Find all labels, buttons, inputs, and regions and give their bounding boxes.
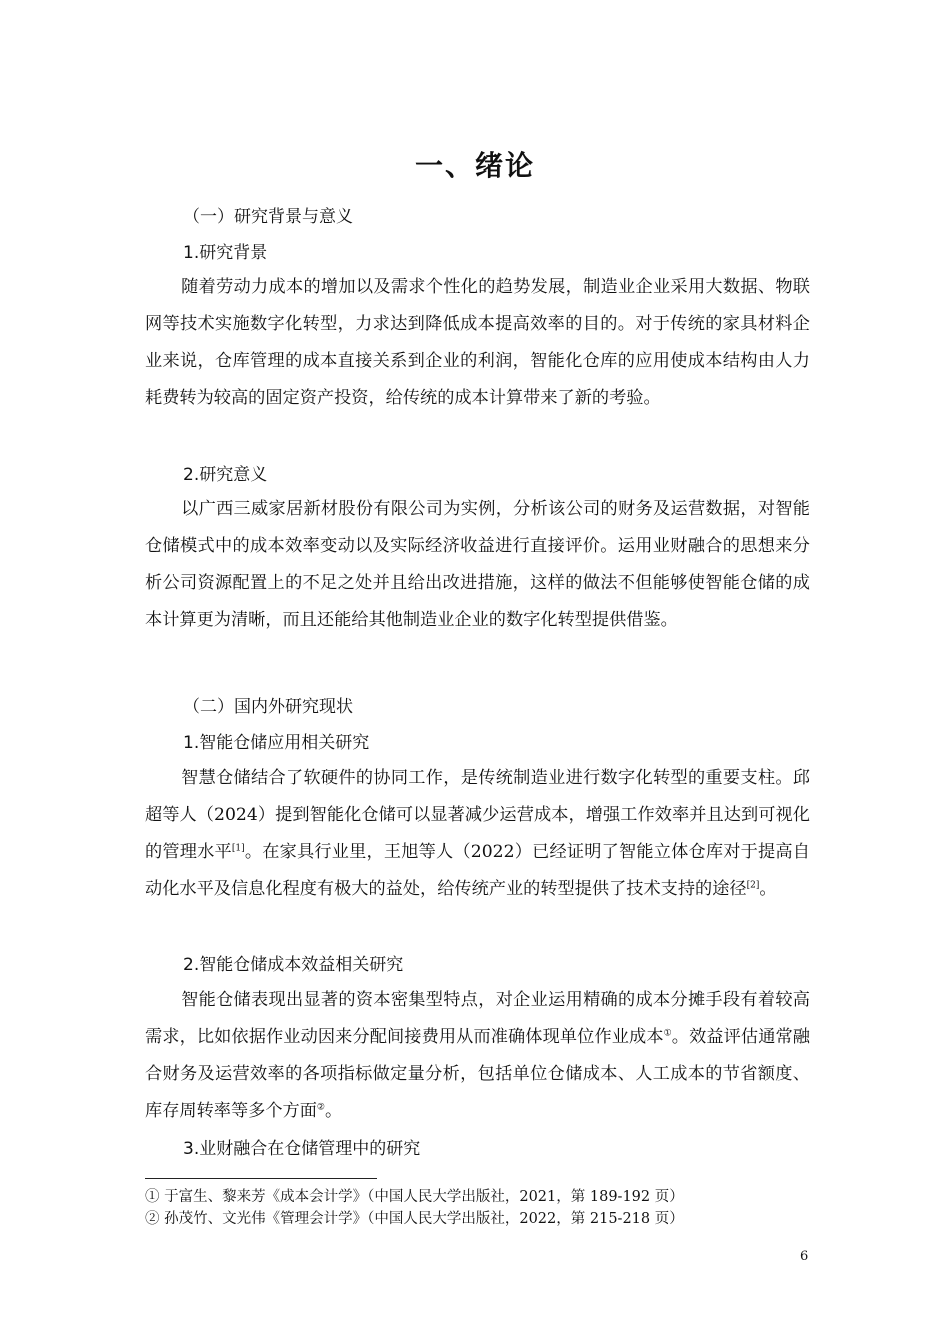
footnote-2: ② 孙茂竹、文光伟《管理会计学》（中国人民大学出版社，2022，第 215-218 页） — [145, 1211, 684, 1227]
footnote-marker-1: ① — [663, 1028, 672, 1039]
footnote-marker-2: ② — [316, 1102, 325, 1113]
subsection-heading-research-background: 1.研究背景 — [183, 243, 268, 263]
subsection-heading-research-significance: 2.研究意义 — [183, 465, 268, 485]
chapter-title: 一、绪论 — [414, 149, 535, 182]
paragraph-research-background: 随着劳动力成本的增加以及需求个性化的趋势发展，制造业企业采用大数据、物联网等技术实施数字化转型，力求达到降低成本提高效率的目的。对于传统的家具材料企业来说，仓库管理的成本直接关系到企业的利润，智能化仓库的应用使成本结构由人力耗费转为较高的固定资产投资，给传统的成本计算带来了新的考验。 — [145, 277, 810, 408]
citation-ref-2: [2] — [746, 880, 760, 891]
subsection-heading-business-finance-integration: 3.业财融合在仓储管理中的研究 — [183, 1139, 421, 1159]
section-heading-background: （一）研究背景与意义 — [183, 207, 353, 227]
footnote-divider — [145, 1178, 377, 1179]
paragraph-text: 。在家具行业里，王旭等人（2022）已经证明了智能立体仓库对于提高自动化水平及信息化程度有极大的益处，给传统产业的转型提供了技术支持的途径 — [145, 842, 810, 899]
page-number: 6 — [800, 1249, 809, 1264]
paragraph-text: 。效益评估通常融合财务及运营效率的各项指标做定量分析，包括单位仓储成本、人工成本的节省额度、库存周转率等多个方面 — [145, 1027, 810, 1121]
paragraph-research-significance: 以广西三威家居新材股份有限公司为实例，分析该公司的财务及运营数据，对智能仓储模式中的成本效率变动以及实际经济收益进行直接评价。运用业财融合的思想来分析公司资源配置上的不足之处并且给出改进措施，这样的做法不但能够使智能仓储的成本计算更为清晰，而且还能给其他制造业企业的数字化转型提供借鉴。 — [145, 499, 810, 630]
footnote-1: ① 于富生、黎来芳《成本会计学》（中国人民大学出版社，2021，第 189-192 页） — [145, 1189, 684, 1205]
paragraph-cost-benefit — [145, 982, 810, 1130]
paragraph-text: 智慧仓储结合了软硬件的协同工作，是传统制造业进行数字化转型的重要支柱。邱超等人（2024）提到智能化仓储可以显著减少运营成本，增强工作效率并且达到可视化的管理水平 — [145, 768, 810, 862]
paragraph-smart-warehouse-application — [145, 760, 810, 908]
paragraph-text: 。 — [759, 879, 777, 899]
subsection-heading-smart-warehouse-application: 1.智能仓储应用相关研究 — [183, 733, 370, 753]
paragraph-text: 智能仓储表现出显著的资本密集型特点，对企业运用精确的成本分摊手段有着较高需求，比如依据作业动因来分配间接费用从而准确体现单位作业成本 — [145, 990, 810, 1047]
section-heading-research-status: （二）国内外研究现状 — [183, 697, 353, 717]
subsection-heading-cost-benefit: 2.智能仓储成本效益相关研究 — [183, 955, 404, 975]
citation-ref-1: [1] — [231, 843, 245, 854]
paragraph-text: 。 — [324, 1101, 343, 1121]
